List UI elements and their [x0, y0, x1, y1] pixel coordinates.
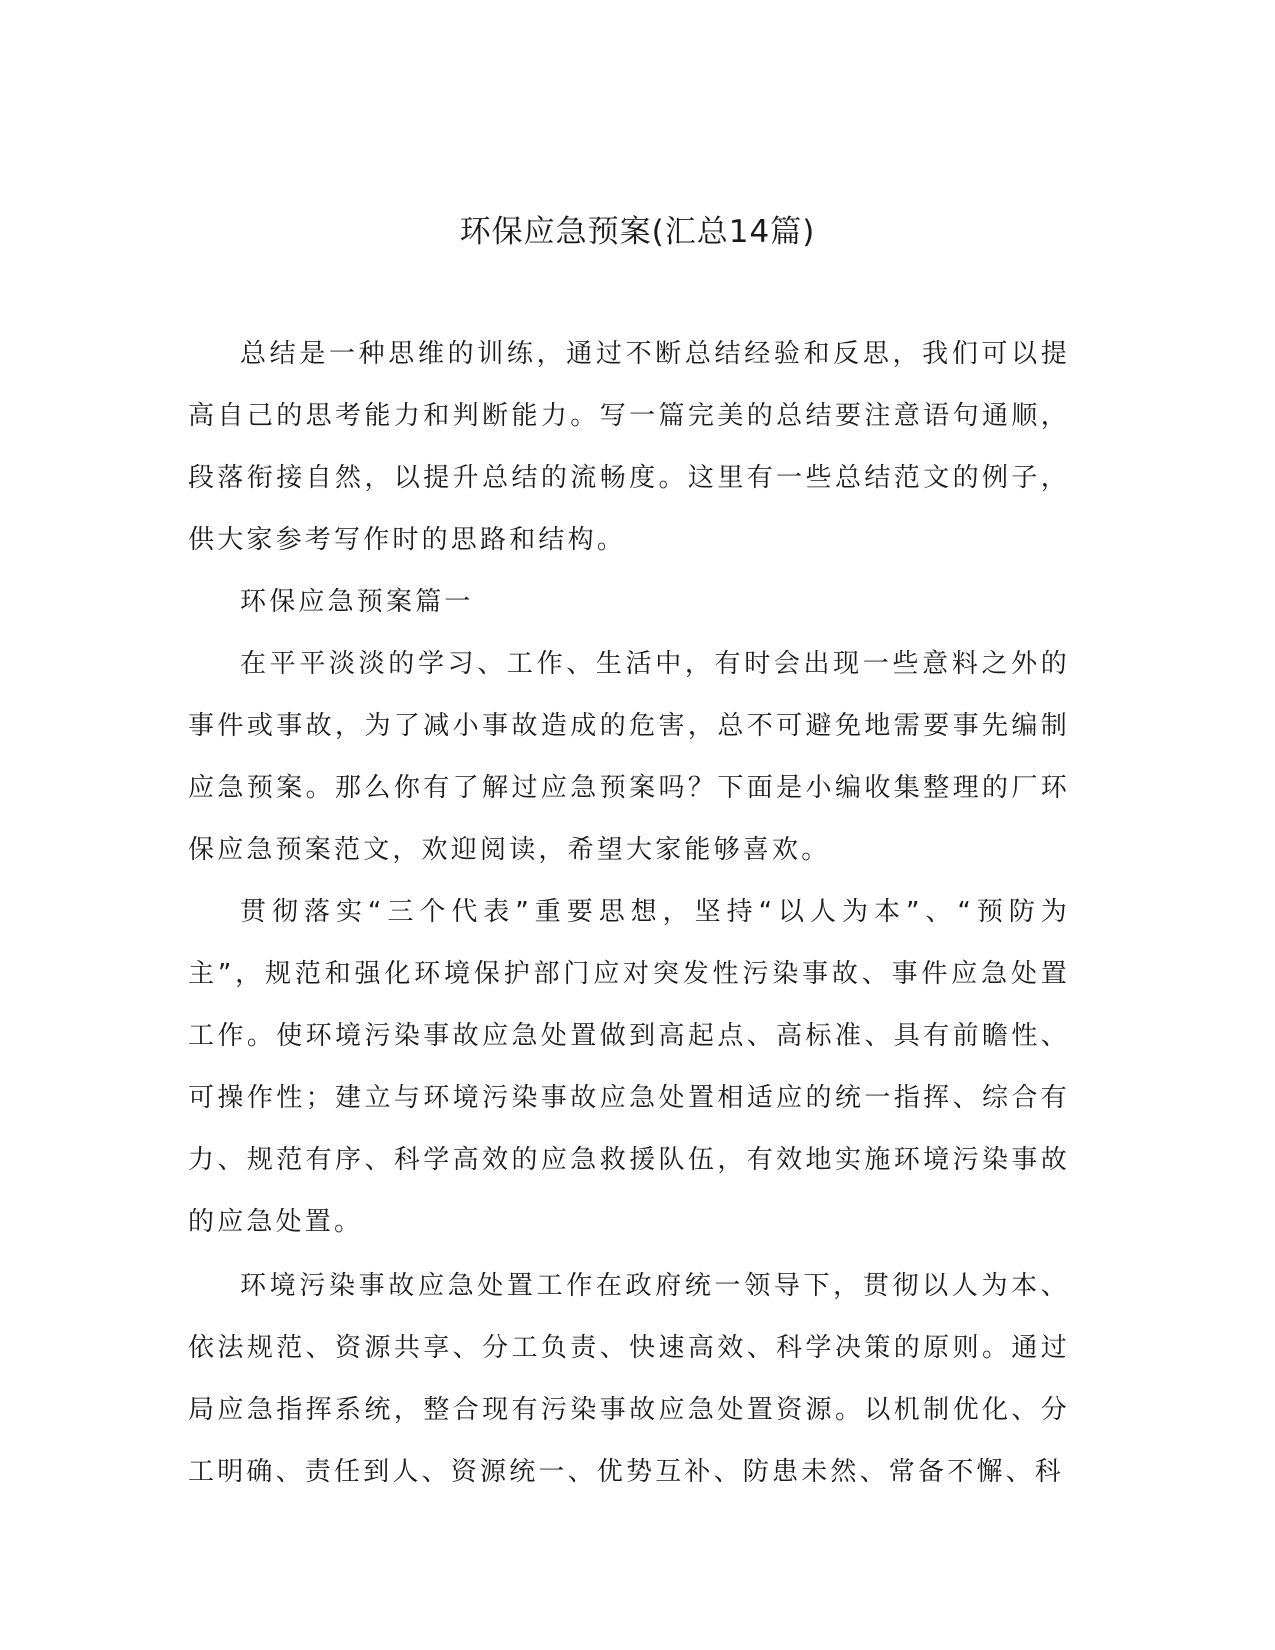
intro-paragraph: 总结是一种思维的训练，通过不断总结经验和反思，我们可以提高自己的思考能力和判断能力。写一篇完美的总结要注意语句通顺，段落衔接自然，以提升总结的流畅度。这里有一些总结范文的例子，供大家参考写作时的思路和结构。: [188, 339, 1070, 555]
document-title: 环保应急预案(汇总14篇): [459, 214, 816, 250]
document-body: [188, 323, 1070, 1503]
section-heading: 环保应急预案篇一: [240, 587, 474, 617]
body-paragraph: 在平平淡淡的学习、工作、生活中，有时会出现一些意料之外的事件或事故，为了减小事故造成的危害，总不可避免地需要事先编制应急预案。那么你有了解过应急预案吗？下面是小编收集整理的厂环保应急预案范文，欢迎阅读，希望大家能够喜欢。: [188, 649, 1070, 865]
body-paragraph: 环境污染事故应急处置工作在政府统一领导下，贯彻以人为本、依法规范、资源共享、分工负责、快速高效、科学决策的原则。通过局应急指挥系统，整合现有污染事故应急处置资源。以机制优化、分工明确、责任到人、资源统一、优势互补、防患未然、常备不懈、科: [188, 1271, 1070, 1487]
body-paragraph: 贯彻落实“三个代表”重要思想，坚持“以人为本”、“预防为主”，规范和强化环境保护部门应对突发性污染事故、事件应急处置工作。使环境污染事故应急处置做到高起点、高标准、具有前瞻性、可操作性；建立与环境污染事故应急处置相适应的统一指挥、综合有力、规范有序、科学高效的应急救援队伍，有效地实施环境污染事故的应急处置。: [188, 897, 1070, 1237]
